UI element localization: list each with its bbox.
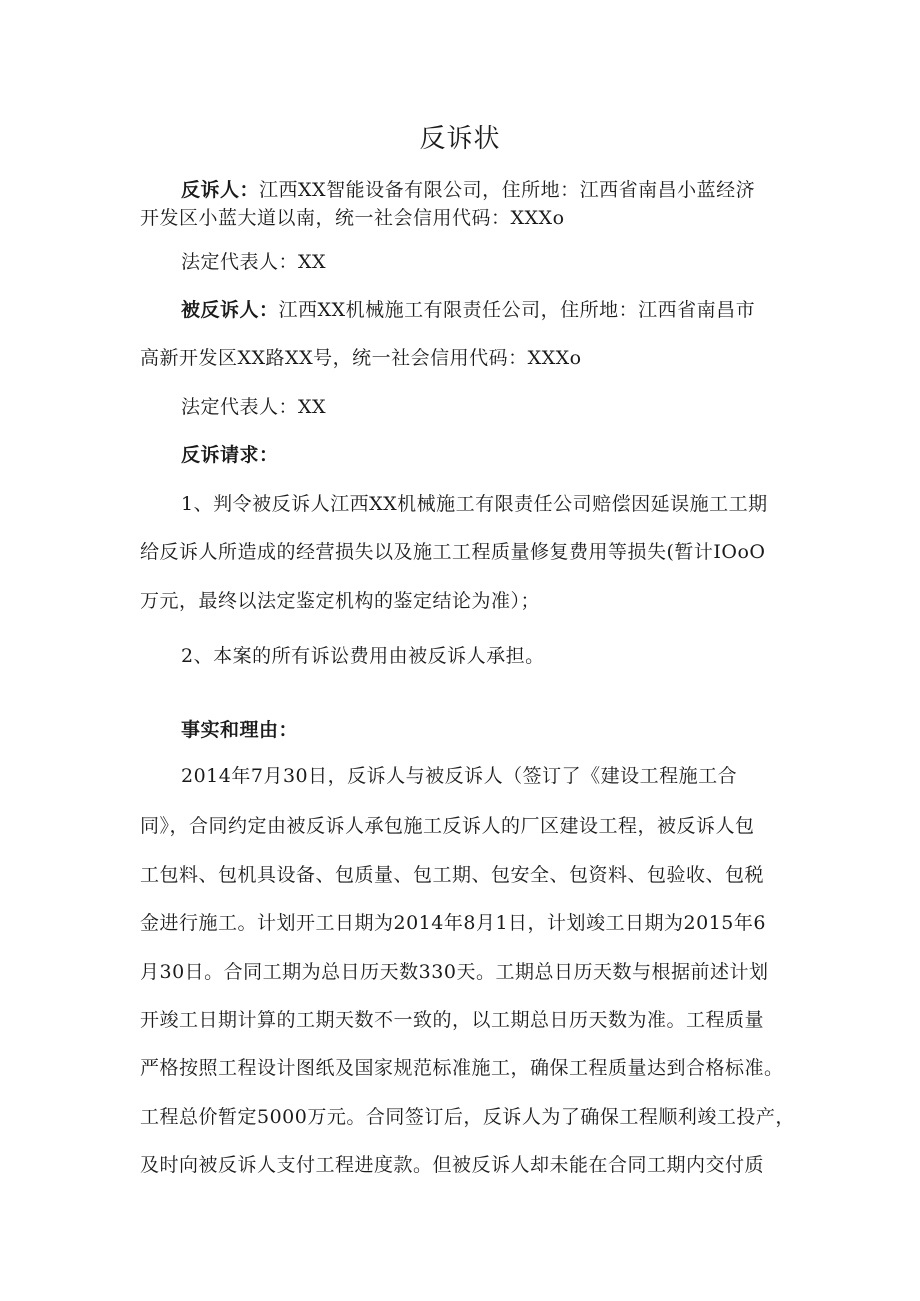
facts-line-3: 工包料、包机具设备、包质量、包工期、包安全、包资料、包验收、包税	[140, 864, 765, 886]
claims-heading: 反诉请求：	[181, 444, 279, 466]
counter-defendant-line-2: 高新开发区XX路XX号，统一社会信用代码：XXXo	[140, 347, 582, 369]
claim-1-line-2: 给反诉人所造成的经营损失以及施工工程质量修复费用等损失(暂计IOoO	[140, 541, 766, 563]
claim-2: 2、本案的所有诉讼费用由被反诉人承担。	[181, 645, 545, 667]
counter-plaintiff-label: 反诉人：	[181, 179, 260, 201]
facts-line-7: 严格按照工程设计图纸及国家规范标准施工，确保工程质量达到合格标准。	[140, 1057, 784, 1079]
counter-defendant-text-1: 江西XX机械施工有限责任公司，住所地：江西省南昌市	[278, 299, 756, 321]
facts-line-8: 工程总价暂定5000万元。合同签订后，反诉人为了确保工程顺利竣工投产，	[140, 1106, 795, 1128]
facts-line-9: 及时向被反诉人支付工程进度款。但被反诉人却未能在合同工期内交付质	[140, 1154, 765, 1176]
counter-plaintiff-text-1: 江西XX智能设备有限公司，住所地：江西省南昌小蓝经济	[259, 179, 756, 201]
document-title: 反诉状	[419, 124, 501, 154]
facts-heading: 事实和理由：	[181, 719, 299, 741]
counter-plaintiff-line-1	[181, 175, 755, 202]
facts-line-1: 2014年7月30日，反诉人与被反诉人（签订了《建设工程施工合	[181, 765, 738, 787]
counter-defendant-label: 被反诉人：	[181, 299, 279, 321]
facts-line-6: 开竣工日期计算的工期天数不一致的，以工期总日历天数为准。工程质量	[140, 1009, 765, 1031]
counter-defendant-representative: 法定代表人：XX	[181, 396, 327, 418]
counter-plaintiff-line-2: 开发区小蓝大道以南，统一社会信用代码：XXXo	[140, 207, 565, 229]
facts-line-2: 同》，合同约定由被反诉人承包施工反诉人的厂区建设工程，被反诉人包	[140, 815, 755, 837]
facts-line-4: 金进行施工。计划开工日期为2014年8月1日，计划竣工日期为2015年6	[140, 912, 766, 934]
counter-defendant-line-1	[181, 295, 755, 322]
claim-1-line-3: 万元，最终以法定鉴定机构的鉴定结论为准）；	[140, 590, 541, 612]
counter-plaintiff-representative: 法定代表人：XX	[181, 251, 327, 273]
facts-line-5: 月30日。合同工期为总日历天数330天。工期总日历天数与根据前述计划	[140, 961, 769, 983]
claim-1-line-1: 1、判令被反诉人江西XX机械施工有限责任公司赔偿因延误施工工期	[181, 493, 768, 515]
